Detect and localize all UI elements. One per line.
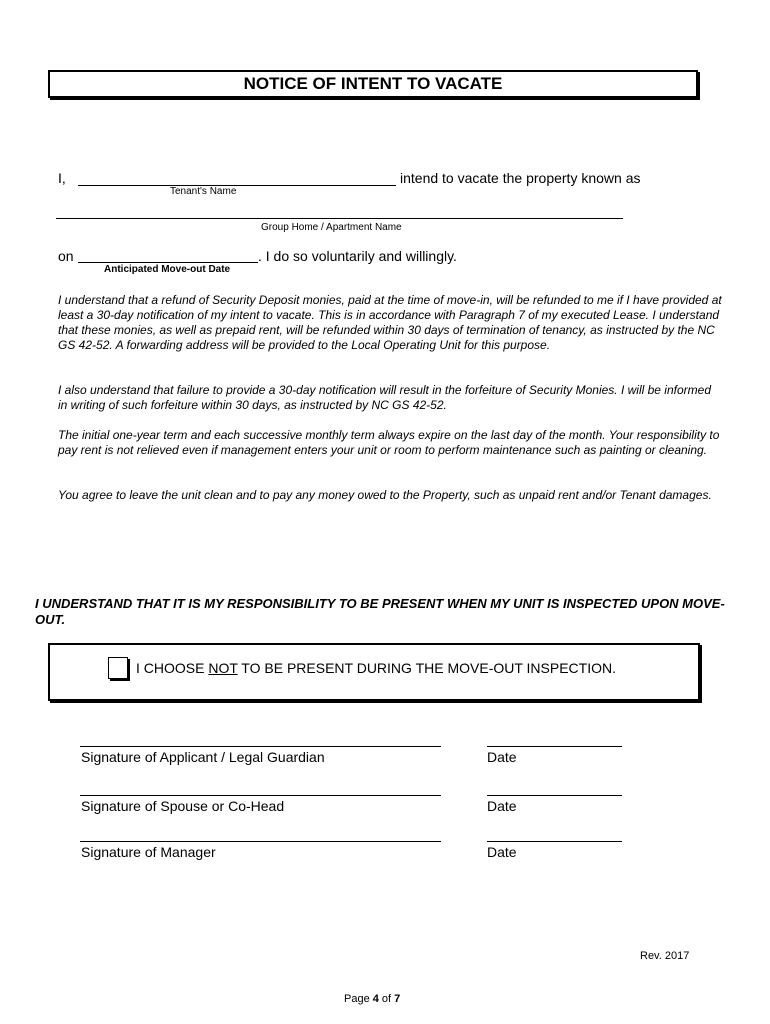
spouse-date-label: Date	[487, 798, 517, 814]
tenant-name-caption: Tenant's Name	[170, 186, 237, 197]
refund-paragraph: I understand that a refund of Security Deposit monies, paid at the time of move-in, will be refunded to me if I have provided at least a 30-day notification of my intent to vacate. This is in accordance with Paragraph 7 of my executed Lease. I understand that these monies, as well as prepaid rent, will be refunded within 30 days of termination of tenancy, as instructed by the NC GS 42-52. A forwarding address will be provided to the Local Operating Unit for this purpose.	[58, 293, 722, 352]
moveout-date-caption: Anticipated Move-out Date	[104, 264, 231, 275]
property-caption: Group Home / Apartment Name	[261, 222, 402, 233]
document-title: NOTICE OF INTENT TO VACATE	[48, 70, 698, 98]
applicant-date-field[interactable]	[487, 746, 622, 747]
manager-date-label: Date	[487, 844, 517, 860]
voluntary-text: . I do so voluntarily and willingly.	[258, 248, 457, 264]
spouse-signature-label: Signature of Spouse or Co-Head	[81, 798, 285, 814]
pronoun-text: I,	[58, 170, 66, 186]
manager-signature-field[interactable]	[80, 841, 441, 842]
tenant-name-field[interactable]	[78, 185, 396, 186]
term-paragraph: The initial one-year term and each successive monthly term always expire on the last day of the month. Your responsibility to pay rent is not relieved even if management enters your unit or room to perform maintenance such as painting or cleaning.	[58, 428, 720, 457]
revision-label: Rev. 2017	[640, 950, 690, 962]
not-present-label: I CHOOSE NOT TO BE PRESENT DURING THE MOVE-OUT INSPECTION.	[136, 660, 616, 676]
moveout-date-field[interactable]	[78, 262, 258, 263]
not-present-checkbox[interactable]	[108, 657, 128, 679]
applicant-signature-label: Signature of Applicant / Legal Guardian	[81, 749, 325, 765]
applicant-signature-field[interactable]	[80, 746, 441, 747]
responsibility-statement: I UNDERSTAND THAT IT IS MY RESPONSIBILITY TO BE PRESENT WHEN MY UNIT IS INSPECTED UPON MOVE-OUT.	[35, 596, 725, 627]
manager-signature-label: Signature of Manager	[81, 844, 216, 860]
property-name-field[interactable]	[56, 218, 623, 219]
cleaning-paragraph: You agree to leave the unit clean and to pay any money owed to the Property, such as unpaid rent and/or Tenant damages.	[58, 488, 712, 502]
intent-text: intend to vacate the property known as	[400, 170, 641, 186]
spouse-date-field[interactable]	[487, 795, 622, 796]
page-number: Page 4 of 7	[344, 993, 401, 1005]
applicant-date-label: Date	[487, 749, 517, 765]
spouse-signature-field[interactable]	[80, 795, 441, 796]
not-emphasis: NOT	[208, 660, 238, 676]
manager-date-field[interactable]	[487, 841, 622, 842]
forfeiture-paragraph: I also understand that failure to provide a 30-day notification will result in the forfeiture of Security Monies. I will be informed in writing of such forfeiture within 30 days, as instructed by NC GS 42-52.	[58, 383, 711, 412]
on-text: on	[58, 248, 74, 264]
